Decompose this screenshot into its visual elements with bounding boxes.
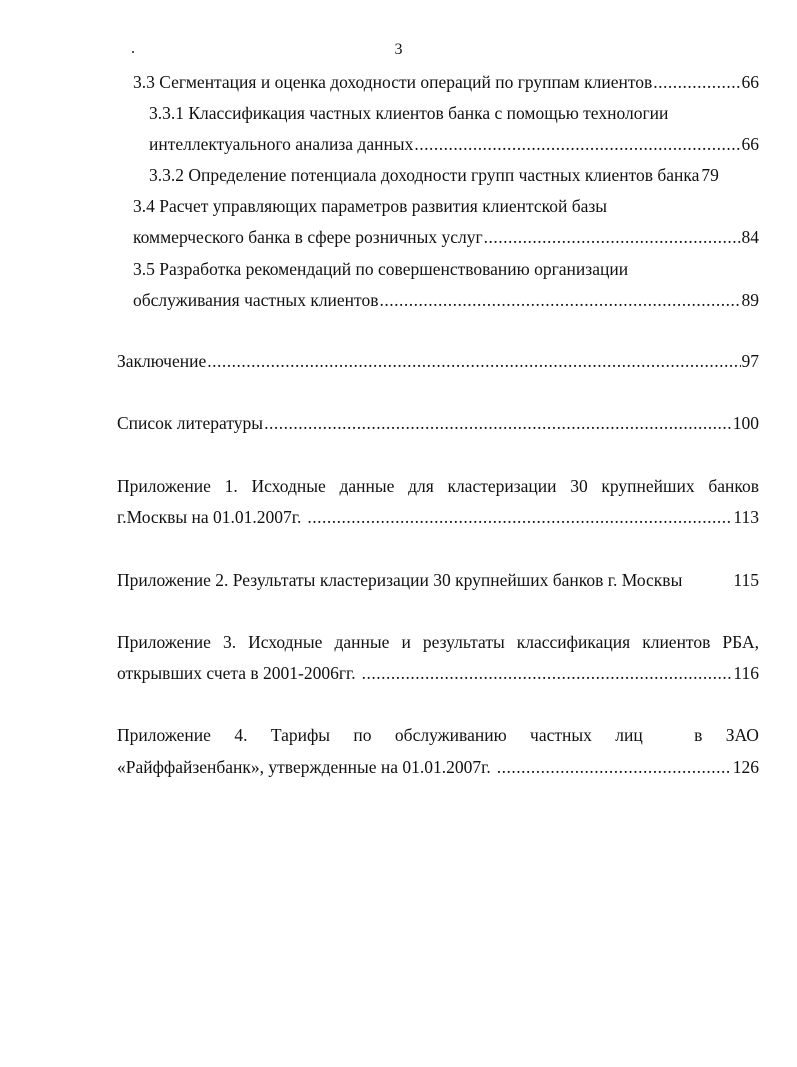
word: ЗАО <box>725 725 759 745</box>
word: классификация <box>516 632 631 652</box>
toc-entry-title: коммерческого банка в сфере розничных услуг <box>133 227 483 247</box>
word: лиц <box>615 725 643 745</box>
word: Исходные <box>251 476 326 496</box>
word: 1. <box>224 476 238 496</box>
word: крупнейших <box>601 476 695 496</box>
toc-entry-title: интеллектуального анализа данных <box>149 134 414 154</box>
toc-entry-conclusion <box>117 350 759 372</box>
word: 3. <box>222 632 237 652</box>
toc-leader-dots <box>653 71 740 93</box>
toc-entry-3-3-1-line1: 3.3.1 Классификация частных клиентов банка с помощью технологии <box>149 103 669 123</box>
toc-page-number: 89 <box>741 290 759 310</box>
toc-entry-appendix-3 <box>117 662 759 684</box>
word: обслуживанию <box>394 725 507 745</box>
toc-entry-3-4-line1: 3.4 Расчет управляющих параметров развития клиентской базы <box>133 196 608 216</box>
word: Приложение <box>117 632 211 652</box>
toc-entry-title: 3.3 Сегментация и оценка доходности операций по группам клиентов <box>133 72 653 92</box>
toc-entry-3-5-line1: 3.5 Разработка рекомендаций по совершенствованию организации <box>133 259 629 279</box>
toc-page-number: 84 <box>741 227 759 247</box>
toc-page-number: 126 <box>732 757 759 777</box>
word: Приложение <box>117 476 211 496</box>
toc-leader-dots <box>484 226 741 248</box>
toc-leader-dots <box>264 412 732 434</box>
word: Приложение <box>117 725 211 745</box>
toc-entry-appendix-2 <box>117 569 759 591</box>
word: в <box>694 725 703 745</box>
toc-entry-title: Список литературы <box>117 413 264 433</box>
toc-entry-appendix-1 <box>117 506 759 528</box>
word: кластеризации <box>447 476 557 496</box>
word: 4. <box>234 725 248 745</box>
word: результаты <box>422 632 505 652</box>
toc-leader-dots <box>497 756 732 778</box>
toc-leader-dots <box>362 662 733 684</box>
toc-entry-3-4 <box>133 226 759 248</box>
toc-entry-3-3 <box>133 71 759 93</box>
toc-page-number: 100 <box>732 413 759 433</box>
toc-leader-dots <box>414 133 740 155</box>
toc-leader-dots <box>207 350 740 372</box>
word: данные <box>334 632 390 652</box>
toc-page-number: 113 <box>733 507 759 527</box>
word: по <box>353 725 372 745</box>
word: банков <box>708 476 759 496</box>
toc-leader-dots <box>379 289 740 311</box>
word: частных <box>530 725 592 745</box>
word: для <box>408 476 434 496</box>
toc-entry-title: Приложение 2. Результаты кластеризации 30 крупнейших банков г. Москвы <box>117 570 683 590</box>
toc-entry-3-3-2 <box>149 164 759 186</box>
toc-entry-appendix-4 <box>117 756 759 778</box>
toc-page-number: 116 <box>733 663 759 683</box>
toc-entry-title: Заключение <box>117 351 207 371</box>
word: Тарифы <box>270 725 331 745</box>
toc-entry-title: «Райффайзенбанк», утвержденные на 01.01.2007г. <box>117 757 491 777</box>
toc-page-number: 97 <box>741 351 759 371</box>
word: клиентов <box>642 632 711 652</box>
word: РБА, <box>722 632 759 652</box>
word: 30 <box>570 476 588 496</box>
toc-page-number: 66 <box>741 72 759 92</box>
toc-page-number: 66 <box>741 134 759 154</box>
toc-entry-literature <box>117 412 759 434</box>
toc-entry-appendix-3-line1 <box>117 631 759 653</box>
toc-entry-title: открывших счета в 2001-2006гг. <box>117 663 356 683</box>
toc-entry-3-5 <box>133 289 759 311</box>
toc-leader-dots <box>307 506 732 528</box>
word: и <box>401 632 411 652</box>
toc-entry-3-3-1 <box>149 133 759 155</box>
word: данные <box>339 476 395 496</box>
toc-page-number: 79 <box>701 165 719 185</box>
toc-entry-title: обслуживания частных клиентов <box>133 290 379 310</box>
toc-page-number: 115 <box>733 570 759 590</box>
toc-entry-title: 3.3.2 Определение потенциала доходности групп частных клиентов банка <box>149 165 700 185</box>
toc-entry-appendix-1-line1 <box>117 475 759 497</box>
word: Исходные <box>248 632 323 652</box>
toc-entry-title: г.Москвы на 01.01.2007г. <box>117 507 302 527</box>
page-number: 3 <box>394 41 403 58</box>
toc-entry-appendix-4-line1 <box>117 724 759 746</box>
